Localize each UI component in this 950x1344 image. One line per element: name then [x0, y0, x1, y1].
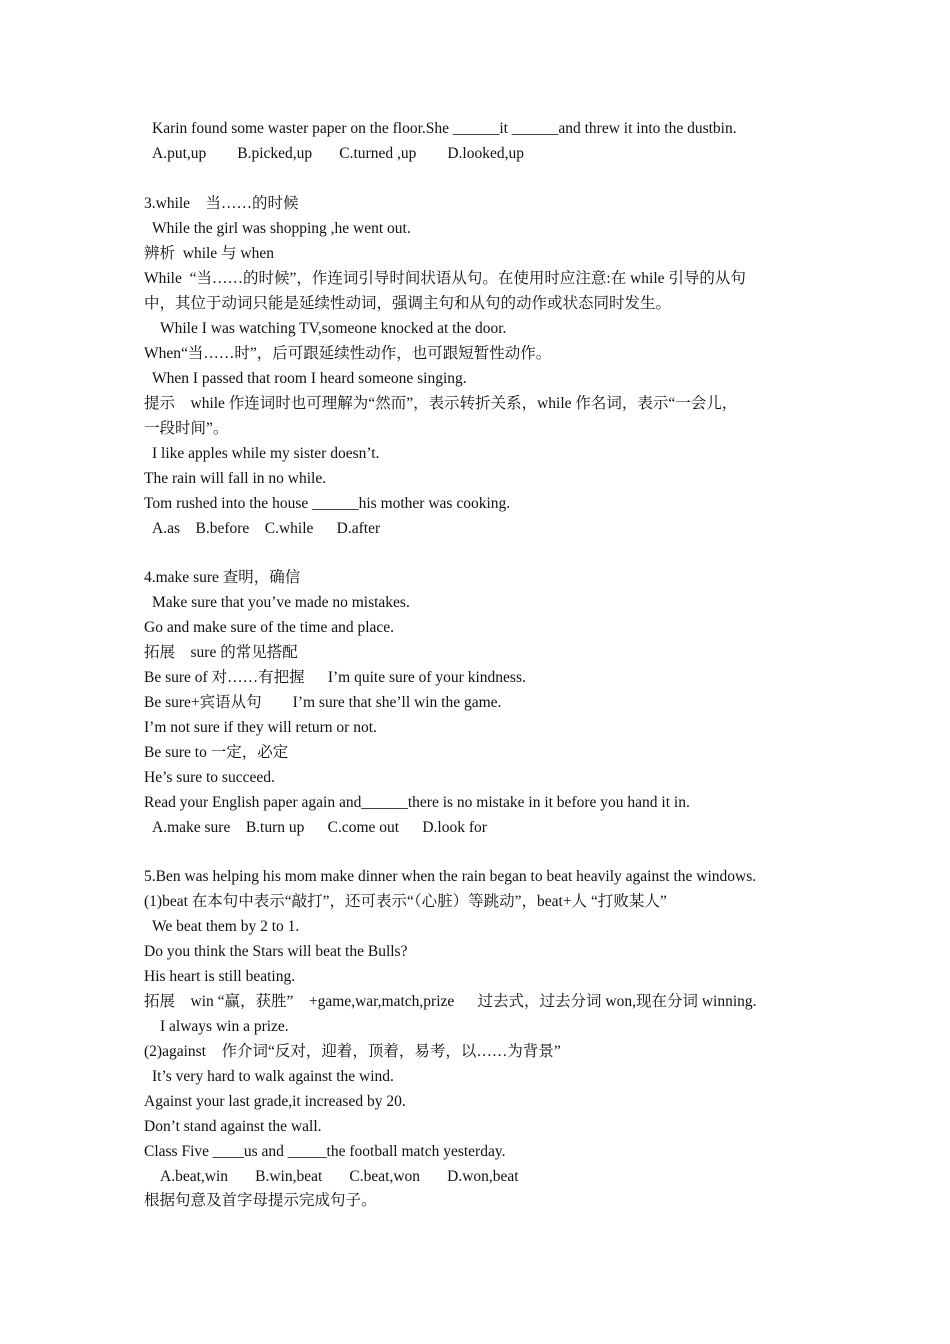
example-sentence: We beat them by 2 to 1.: [152, 918, 300, 935]
example-sentence: When I passed that room I heard someone singing.: [152, 370, 467, 387]
text-line: Be sure+宾语从句 I’m sure that she’ll win the game.: [144, 694, 502, 711]
text-line: When“当……时”，后可跟延续性动作，也可跟短暂性动作。: [144, 345, 552, 362]
text-line: (1)beat 在本句中表示“敲打”，还可表示“（心脏）等跳动”，beat+人 “打败某人”: [144, 893, 667, 910]
example-sentence: I always win a prize.: [160, 1018, 289, 1035]
exercise-options: A.make sure B.turn up C.come out D.look for: [152, 819, 487, 836]
example-sentence: He’s sure to succeed.: [144, 769, 275, 786]
text-line: While “当……的时候”，作连词引导时间状语从句。在使用时应注意:在 while 引导的从句: [144, 270, 746, 287]
example-sentence: Go and make sure of the time and place.: [144, 619, 395, 636]
text-line: 提示 while 作连词时也可理解为“然而”，表示转折关系，while 作名词，表示“一会儿，: [144, 395, 738, 412]
example-sentence: Do you think the Stars will beat the Bulls?: [144, 943, 408, 960]
exercise-question: Karin found some waster paper on the floor.She ______it ______and threw it into the dustbin.: [152, 120, 737, 137]
example-sentence: While the girl was shopping ,he went out.: [152, 220, 411, 237]
text-line: Be sure to 一定，必定: [144, 744, 289, 761]
example-sentence: While I was watching TV,someone knocked at the door.: [160, 320, 507, 337]
exercise-options: A.as B.before C.while D.after: [152, 520, 381, 537]
note-heading: 辨析 while 与 when: [144, 245, 275, 262]
exercise-options: A.put,up B.picked,up C.turned ,up D.looked,up: [152, 145, 524, 162]
section-heading: 3.while 当……的时候: [144, 195, 299, 212]
example-sentence: Make sure that you’ve made no mistakes.: [152, 594, 410, 611]
text-line: 中，其位于动词只能是延续性动词，强调主句和从句的动作或状态同时发生。: [144, 295, 672, 312]
section-heading: 4.make sure 查明，确信: [144, 569, 301, 586]
example-sentence: Don’t stand against the wall.: [144, 1118, 322, 1135]
example-sentence: It’s very hard to walk against the wind.: [152, 1068, 394, 1085]
section-heading: 5.Ben was helping his mom make dinner when the rain began to beat heavily against the windows.: [144, 868, 757, 885]
text-line: Be sure of 对……有把握 I’m quite sure of your kindness.: [144, 669, 526, 686]
example-sentence: I’m not sure if they will return or not.: [144, 719, 377, 736]
text-line: (2)against 作介词“反对，迎着，顶着，易考，以……为背景”: [144, 1043, 561, 1060]
example-sentence: His heart is still beating.: [144, 968, 296, 985]
note-heading: 拓展 sure 的常见搭配: [144, 644, 298, 661]
exercise-question: Read your English paper again and______there is no mistake in it before you hand it in.: [144, 794, 690, 811]
example-sentence: Against your last grade,it increased by 20.: [144, 1093, 406, 1110]
exercise-options: A.beat,win B.win,beat C.beat,won D.won,beat: [160, 1168, 519, 1185]
exercise-question: Tom rushed into the house ______his mother was cooking.: [144, 495, 511, 512]
example-sentence: The rain will fall in no while.: [144, 470, 327, 487]
text-line: 拓展 win “赢，获胜” +game,war,match,prize 过去式，过去分词 won,现在分词 winning.: [144, 993, 757, 1010]
example-sentence: I like apples while my sister doesn’t.: [152, 445, 380, 462]
instruction-line: 根据句意及首字母提示完成句子。: [144, 1192, 377, 1209]
text-line: 一段时间”。: [144, 420, 229, 437]
exercise-question: Class Five ____us and _____the football match yesterday.: [144, 1143, 506, 1160]
